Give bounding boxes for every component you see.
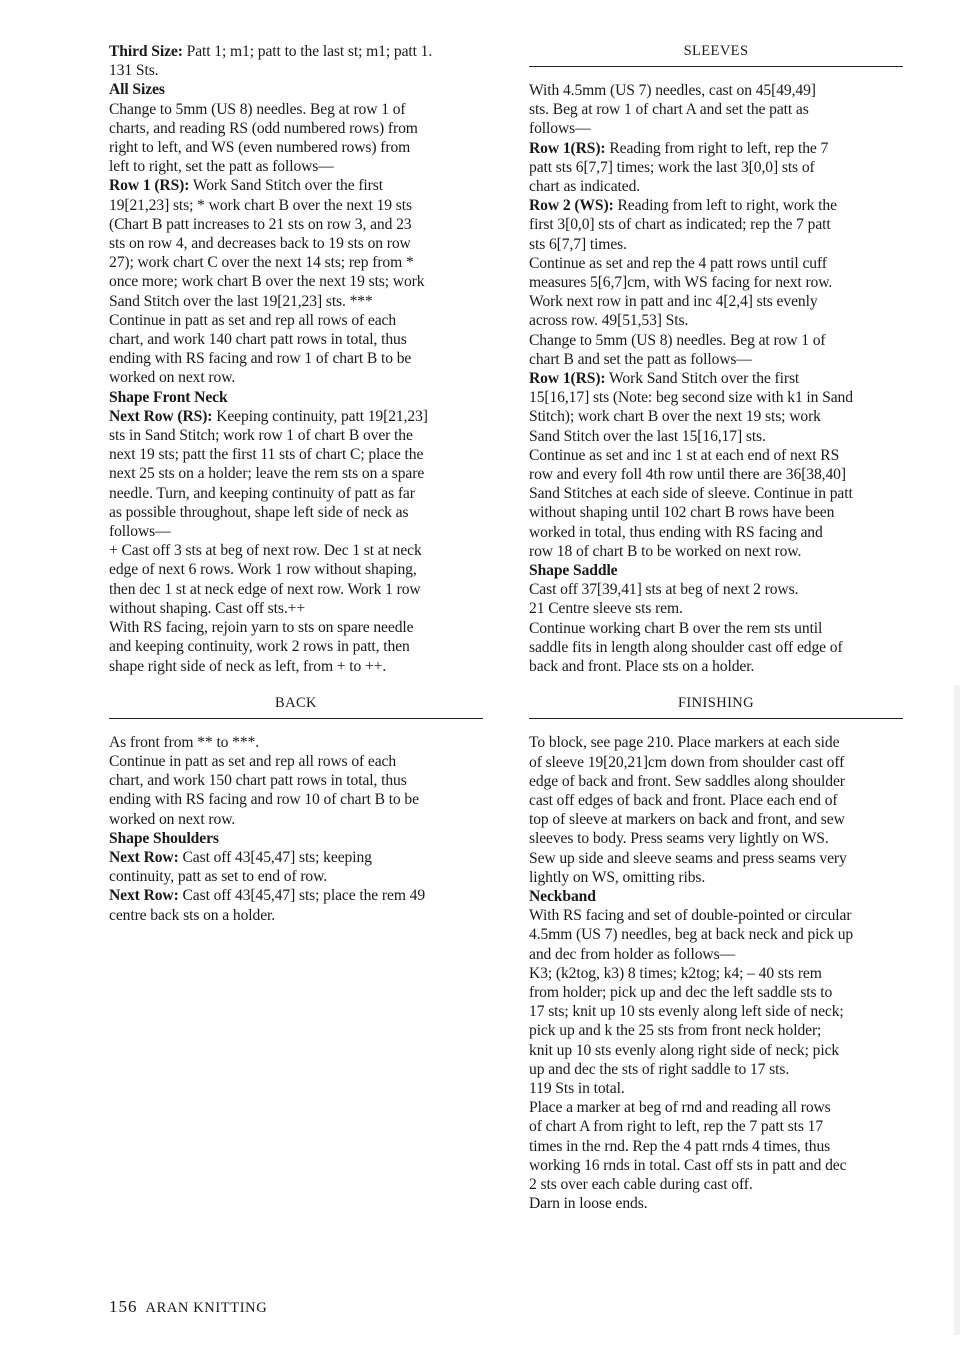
paragraph-lead: Next Row (RS): bbox=[109, 407, 213, 425]
paragraph-text: + Cast off 3 sts at beg of next row. Dec 1 st at neck edge of next 6 rows. Work 1 row without shaping, then dec 1 st at neck edge of next row. Work 1 row without shaping. Cast off sts.++ bbox=[109, 542, 422, 617]
paragraph-lead: All Sizes bbox=[109, 81, 165, 99]
paragraph bbox=[109, 80, 483, 99]
paragraph bbox=[109, 733, 483, 752]
paragraph-text: Continue as set and rep the 4 patt rows until cuff measures 5[6,7]cm, with WS facing for next row. Work next row in patt and inc 4[2,4] sts evenly across row. 49[51,53] Sts. bbox=[529, 254, 833, 330]
paragraph bbox=[529, 619, 903, 677]
paragraph-text: Continue working chart B over the rem sts until saddle fits in length along shoulder cast off edge of back and front. Place sts on a holder. bbox=[529, 619, 843, 676]
paragraph-text: Place a marker at beg of rnd and reading all rows of chart A from right to left, rep the 7 patt sts 17 times in the rnd. Rep the 4 patt rnds 4 times, thus working 16 rnds in total. Cast off sts in patt and dec 2 sts over each cable during cast off. bbox=[529, 1099, 847, 1193]
paragraph-text: With RS facing, rejoin yarn to sts on spare needle and keeping continuity, work 2 rows in patt, then shape right side of neck as left, from + to ++. bbox=[109, 619, 414, 675]
paragraph-lead: Next Row: bbox=[109, 848, 179, 866]
paragraph bbox=[109, 829, 483, 848]
sleeves-heading: SLEEVES bbox=[529, 42, 903, 67]
paragraph-lead: Next Row: bbox=[109, 887, 179, 905]
paragraph-text: With RS facing and set of double-pointed or circular 4.5mm (US 7) needles, beg at back neck and pick up and dec from holder as follows— bbox=[529, 907, 854, 963]
paragraph-lead: Shape Front Neck bbox=[109, 388, 228, 406]
paragraph bbox=[109, 541, 483, 618]
paragraph bbox=[529, 1194, 903, 1213]
paragraph-text: K3; (k2tog, k3) 8 times; k2tog; k4; – 40 sts rem from holder; pick up and dec the left saddle sts to 17 sts; knit up 10 sts evenly along left side of neck; pick up and k the 25 sts from front neck holder; knit up 10 sts evenly along right side of neck; pick up and dec the sts of right saddle to 17 sts. 119 Sts in total. bbox=[529, 964, 844, 1097]
paragraph bbox=[529, 964, 903, 1098]
paragraph bbox=[109, 100, 483, 177]
page-edge-shadow bbox=[954, 685, 960, 1335]
paragraph bbox=[529, 369, 903, 446]
sleeves-section bbox=[529, 81, 903, 676]
paragraph bbox=[529, 733, 903, 887]
book-title: ARAN KNITTING bbox=[145, 1300, 268, 1316]
paragraph-text: Cast off 43[45,47] sts; keeping continuity, patt as set to end of row. bbox=[109, 848, 372, 886]
right-column bbox=[529, 42, 903, 1213]
paragraph-lead: Shape Shoulders bbox=[109, 829, 219, 847]
paragraph-text: Work Sand Stitch over the first 19[21,23] sts; * work chart B over the next 19 sts (Chart B patt increases to 21 sts on row 3, and 23 sts on row 4, and decreases back to 19 sts on row 27); work chart C over the next 14 sts; rep from * once more; work chart B over the next 19 sts; work Sand Stitch over the last 19[21,23] sts. *** bbox=[109, 177, 425, 310]
paragraph-lead: Row 1(RS): bbox=[529, 370, 606, 388]
paragraph-lead: Shape Saddle bbox=[529, 562, 618, 580]
paragraph bbox=[529, 254, 903, 331]
finishing-heading: FINISHING bbox=[529, 694, 903, 719]
paragraph bbox=[109, 618, 483, 676]
page-footer bbox=[109, 1297, 267, 1317]
paragraph-text: Cast off 37[39,41] sts at beg of next 2 rows. 21 Centre sleeve sts rem. bbox=[529, 581, 799, 618]
paragraph-text: Continue as set and inc 1 st at each end of next RS row and every foll 4th row until there are 36[38,40] Sand Stitches at each side of sleeve. Continue in patt without shaping until 102 chart B rows have been worked in total, thus ending with RS facing and row 18 of chart B to be worked on next row. bbox=[529, 446, 853, 560]
paragraph-lead: Row 1(RS): bbox=[529, 139, 606, 157]
paragraph bbox=[529, 906, 903, 964]
paragraph-lead: Row 1 (RS): bbox=[109, 177, 190, 195]
paragraph-text: Reading from left to right, work the first 3[0,0] sts of chart as indicated; rep the 7 patt sts 6[7,7] times. bbox=[529, 197, 837, 253]
paragraph-text: Patt 1; m1; patt to the last st; m1; patt 1. 131 Sts. bbox=[109, 43, 433, 80]
paragraph bbox=[109, 388, 483, 407]
paragraph-text: Change to 5mm (US 8) needles. Beg at row 1 of chart B and set the patt as follows— bbox=[529, 331, 826, 368]
paragraph bbox=[529, 81, 903, 139]
paragraph-lead: Row 2 (WS): bbox=[529, 197, 614, 215]
paragraph-text: Continue in patt as set and rep all rows of each chart, and work 150 chart patt rows in total, thus ending with RS facing and row 10 of chart B to be worked on next row. bbox=[109, 752, 419, 828]
paragraph bbox=[109, 752, 483, 829]
paragraph bbox=[529, 446, 903, 561]
paragraph-text: Keeping continuity, patt 19[21,23] sts in Sand Stitch; work row 1 of chart B over the next 19 sts; patt the first 11 sts of chart C; place the next 25 sts on a holder; leave the rem sts on a spare needle. Turn, and keeping continuity of patt as far as possible throughout, shape left side of neck as follows— bbox=[109, 407, 428, 541]
paragraph bbox=[529, 139, 903, 197]
paragraph bbox=[109, 886, 483, 924]
paragraph bbox=[529, 561, 903, 580]
paragraph bbox=[109, 176, 483, 310]
paragraph-text: To block, see page 210. Place markers at each side of sleeve 19[20,21]cm down from shoulder cast off edge of back and front. Sew saddles along shoulder cast off edges of back and front. Place each end of top of sleeve at markers on back and front, and sew sleeves to body. Press seams very lightly on WS. Sew up side and sleeve seams and press seams very lightly on WS, omitting ribs. bbox=[529, 734, 847, 886]
paragraph bbox=[109, 407, 483, 541]
back-heading: BACK bbox=[109, 694, 483, 719]
finishing-section bbox=[529, 733, 903, 1213]
left-column bbox=[109, 42, 483, 925]
front-section bbox=[109, 42, 483, 676]
paragraph bbox=[529, 1098, 903, 1194]
paragraph bbox=[529, 331, 903, 369]
paragraph-text: Darn in loose ends. bbox=[529, 1195, 648, 1213]
paragraph-lead: Neckband bbox=[529, 887, 596, 905]
paragraph bbox=[109, 848, 483, 886]
paragraph-text: Reading from right to left, rep the 7 patt sts 6[7,7] times; work the last 3[0,0] sts of chart as indicated. bbox=[529, 139, 829, 196]
paragraph bbox=[109, 311, 483, 388]
back-section bbox=[109, 733, 483, 925]
paragraph-text: With 4.5mm (US 7) needles, cast on 45[49,49] sts. Beg at row 1 of chart A and set the patt as follows— bbox=[529, 82, 816, 138]
paragraph bbox=[529, 580, 903, 618]
paragraph bbox=[109, 42, 483, 80]
paragraph-text: As front from ** to ***. bbox=[109, 733, 260, 751]
paragraph-text: Change to 5mm (US 8) needles. Beg at row 1 of charts, and reading RS (odd numbered rows) from right to left, and WS (even numbered rows) from left to right, set the patt as follows— bbox=[109, 100, 418, 176]
paragraph bbox=[529, 196, 903, 254]
page-number: 156 bbox=[109, 1297, 138, 1316]
paragraph-lead: Third Size: bbox=[109, 43, 183, 60]
paragraph bbox=[529, 887, 903, 906]
paragraph-text: Continue in patt as set and rep all rows of each chart, and work 140 chart patt rows in total, thus ending with RS facing and row 1 of chart B to be worked on next row. bbox=[109, 311, 412, 387]
paragraph-text: Work Sand Stitch over the first 15[16,17] sts (Note: beg second size with k1 in Sand Stitch); work chart B over the next 19 sts; work Sand Stitch over the last 15[16,17] sts. bbox=[529, 370, 853, 445]
paragraph-text: Cast off 43[45,47] sts; place the rem 49 centre back sts on a holder. bbox=[109, 887, 426, 924]
